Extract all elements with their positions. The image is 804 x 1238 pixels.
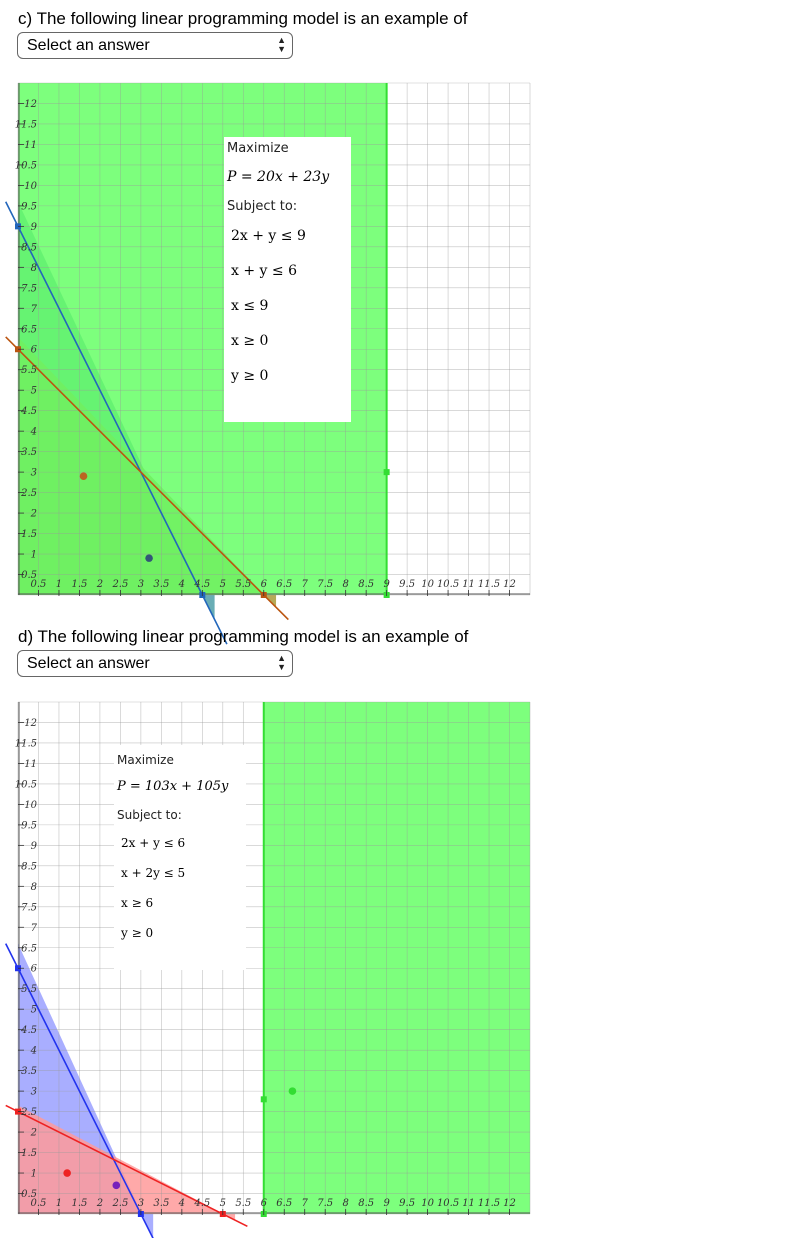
y-tick-label: 1.5	[21, 529, 37, 541]
question-d-objective: P = 103x + 105y	[117, 779, 229, 794]
x-tick-label: 5	[219, 1198, 226, 1209]
x-tick-label: 4	[178, 1198, 186, 1209]
y-tick-label: 11.5	[14, 738, 37, 750]
x-tick-label: 6.5	[276, 1198, 293, 1209]
x-tick-label: 9	[383, 1198, 390, 1209]
question-d-prompt: d) The following linear programming model is an example of	[18, 627, 469, 646]
y-tick-label: 2	[30, 508, 37, 520]
test-point	[113, 1182, 121, 1190]
x-tick-label: 4	[178, 579, 186, 590]
y-tick-label: 3.5	[21, 1066, 37, 1078]
question-c-constraint: y ≥ 0	[231, 368, 269, 384]
question-c-prompt: c) The following linear programming model is an example of	[18, 9, 468, 28]
y-tick-label: 5	[30, 385, 37, 397]
x-tick-label: 11.5	[477, 579, 501, 590]
y-tick-label: 6.5	[21, 324, 37, 336]
x-tick-label: 3.5	[153, 579, 170, 590]
x-tick-label: 6	[260, 579, 267, 590]
y-tick-label: 5.5	[21, 365, 37, 377]
y-tick-label: 7.5	[21, 902, 37, 914]
question-d-constraint: x ≥ 6	[121, 896, 154, 910]
question-c-objective: P = 20x + 23y	[227, 169, 330, 185]
question-d-graph	[14, 702, 530, 1214]
test-point	[145, 554, 153, 562]
y-tick-label: 1	[30, 1168, 37, 1180]
y-tick-label: 2.5	[21, 488, 37, 500]
y-tick-label: 8	[30, 262, 37, 274]
question-d-constraint: x + 2y ≤ 5	[121, 866, 186, 880]
question-c-constraint: 2x + y ≤ 9	[231, 228, 306, 244]
question-c-select-value: Select an answer	[27, 37, 150, 54]
question-c-constraint: x ≤ 9	[231, 298, 269, 314]
y-tick-label: 3	[30, 1086, 37, 1098]
y-tick-label: 2.5	[21, 1107, 37, 1119]
shaded-region	[264, 702, 530, 1214]
y-tick-label: 1.5	[21, 1148, 37, 1160]
x-tick-label: 2.5	[112, 579, 129, 590]
question-d-constraint: 2x + y ≤ 6	[121, 836, 186, 850]
x-tick-label: 3	[137, 1198, 145, 1209]
y-tick-label: 8	[30, 881, 37, 893]
y-tick-label: 4	[30, 426, 37, 438]
y-tick-label: 10	[24, 799, 37, 811]
x-tick-label: 12	[503, 1198, 516, 1209]
question-c-model-box	[224, 137, 351, 422]
y-tick-label: 0.5	[21, 570, 37, 582]
y-tick-label: 9	[30, 840, 37, 852]
y-tick-label: 6	[30, 963, 37, 975]
y-tick-label: 8.5	[21, 242, 37, 254]
select-arrows-icon: ▲ ▼	[277, 35, 286, 54]
question-c-objective-label: Maximize	[227, 141, 289, 156]
x-tick-label: 9.5	[399, 579, 416, 590]
x-tick-label: 8.5	[358, 1198, 375, 1209]
x-tick-label: 1	[55, 579, 63, 590]
y-tick-label: 6	[30, 344, 37, 356]
x-tick-label: 2.5	[112, 1198, 129, 1209]
question-c-subject-label: Subject to:	[227, 199, 298, 214]
y-tick-label: 5	[30, 1004, 37, 1016]
y-tick-label: 11	[24, 758, 37, 770]
test-point	[63, 1169, 71, 1177]
question-d-model-box	[114, 745, 246, 970]
x-tick-label: 9	[383, 579, 390, 590]
x-tick-label: 10.5	[436, 579, 460, 590]
y-tick-label: 8.5	[21, 861, 37, 873]
y-tick-label: 10.5	[14, 779, 37, 791]
question-d-subject-label: Subject to:	[117, 808, 182, 822]
y-tick-label: 5.5	[21, 984, 37, 996]
x-tick-label: 7.5	[317, 579, 334, 590]
question-c-answer-select[interactable]	[17, 32, 293, 59]
x-tick-label: 0.5	[30, 1198, 47, 1209]
x-tick-label: 11.5	[477, 1198, 501, 1209]
x-tick-label: 1.5	[71, 1198, 88, 1209]
x-tick-label: 6.5	[276, 579, 293, 590]
y-tick-label: 0.5	[21, 1189, 37, 1201]
x-tick-label: 5.5	[235, 1198, 252, 1209]
y-tick-label: 11	[24, 139, 37, 151]
test-point	[289, 1087, 297, 1095]
x-tick-label: 8.5	[358, 579, 375, 590]
y-tick-label: 1	[30, 549, 37, 561]
y-tick-label: 9.5	[21, 201, 37, 213]
x-tick-label: 10.5	[436, 1198, 460, 1209]
x-tick-label: 7	[301, 1198, 308, 1209]
constraint-intercept-marker	[261, 1096, 267, 1102]
y-tick-label: 3	[30, 467, 37, 479]
x-tick-label: 1	[55, 1198, 63, 1209]
x-tick-label: 2	[96, 579, 104, 590]
y-tick-label: 10	[24, 180, 37, 192]
question-c-constraint: x + y ≤ 6	[231, 263, 297, 279]
y-tick-label: 6.5	[21, 943, 37, 955]
y-tick-label: 10.5	[14, 160, 37, 172]
x-tick-label: 10	[421, 579, 434, 590]
x-tick-label: 12	[503, 579, 516, 590]
y-tick-label: 7	[30, 303, 37, 315]
y-tick-label: 12	[24, 98, 37, 110]
x-tick-label: 7.5	[317, 1198, 334, 1209]
constraint-intercept-marker	[384, 469, 390, 475]
y-tick-label: 9	[30, 221, 37, 233]
x-tick-label: 8	[342, 1198, 349, 1209]
question-c-constraint: x ≥ 0	[231, 333, 269, 349]
y-tick-label: 4.5	[21, 1025, 37, 1037]
x-tick-label: 11	[462, 1198, 475, 1209]
x-tick-label: 3.5	[153, 1198, 170, 1209]
x-tick-label: 0.5	[30, 579, 47, 590]
question-d-select-value: Select an answer	[27, 655, 150, 672]
question-d-objective-label: Maximize	[117, 753, 174, 767]
y-tick-label: 4.5	[21, 406, 37, 418]
x-tick-label: 4.5	[194, 579, 211, 590]
x-tick-label: 9.5	[399, 1198, 416, 1209]
x-tick-label: 5.5	[235, 579, 252, 590]
x-tick-label: 7	[301, 579, 308, 590]
x-tick-label: 3	[137, 579, 145, 590]
y-tick-label: 4	[30, 1045, 37, 1057]
y-tick-label: 3.5	[21, 447, 37, 459]
y-tick-label: 2	[30, 1127, 37, 1139]
question-d-constraint: y ≥ 0	[121, 926, 154, 940]
y-tick-label: 11.5	[14, 119, 37, 131]
x-tick-label: 8	[342, 579, 349, 590]
x-tick-label: 11	[462, 579, 475, 590]
x-tick-label: 1.5	[71, 579, 88, 590]
x-tick-label: 6	[260, 1198, 267, 1209]
question-d-answer-select[interactable]	[17, 650, 293, 677]
y-tick-label: 7.5	[21, 283, 37, 295]
select-arrows-icon: ▲ ▼	[277, 653, 286, 672]
y-tick-label: 12	[24, 717, 37, 729]
x-tick-label: 10	[421, 1198, 434, 1209]
test-point	[80, 472, 88, 480]
x-tick-label: 4.5	[194, 1198, 211, 1209]
x-tick-label: 2	[96, 1198, 104, 1209]
y-tick-label: 9.5	[21, 820, 37, 832]
y-tick-label: 7	[30, 922, 37, 934]
x-tick-label: 5	[219, 579, 226, 590]
